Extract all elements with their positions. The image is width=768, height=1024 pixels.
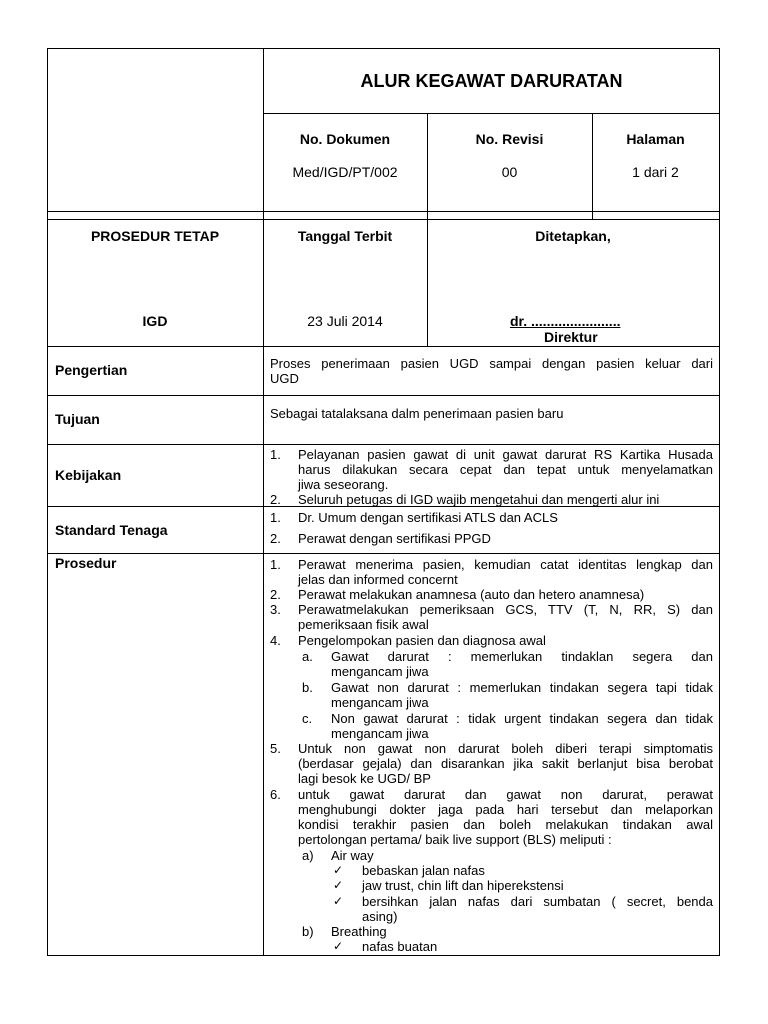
tanggal-terbit-value: 23 Juli 2014 (307, 313, 383, 329)
no-dokumen-label: No. Dokumen (299, 131, 391, 147)
unit-label: IGD (142, 313, 168, 329)
prosedur-item-number: 2. (270, 587, 281, 602)
pengertian-text-line-2: UGD (270, 371, 299, 386)
no-revisi-value: 00 (501, 164, 518, 180)
kebijakan-item-text: Seluruh petugas di IGD wajib mengetahui dan mengerti alur ini (298, 492, 660, 507)
prosedur-item-text: Perawat melakukan anamnesa (auto dan hetero anamnesa) (298, 587, 645, 602)
breathing-letter: b) (302, 924, 314, 939)
prosedur-tetap-label: PROSEDUR TETAP (90, 228, 220, 244)
table-border-top (47, 48, 720, 49)
prosedur-item-number: 1. (270, 557, 281, 572)
tujuan-label: Tujuan (55, 411, 100, 427)
prosedur-item-number: 6. (270, 787, 281, 802)
prosedur-item-number: 3. (270, 602, 281, 617)
prosedur-item-text: pertolongan pertama/ baik live support (BLS) meliputi : (298, 832, 612, 847)
check-icon: ✓ (333, 939, 344, 953)
prosedur-subitem-letter: a. (302, 649, 313, 664)
prosedur-subitem-letter: b. (302, 680, 313, 695)
document-title: ALUR KEGAWAT DARURATAN (360, 71, 623, 91)
pengertian-bottom-line (47, 395, 720, 396)
tujuan-bottom-line (47, 444, 720, 445)
prosedur-item-text: Perawat menerima pasien, kemudian catat identitas lengkap dan (298, 557, 713, 572)
airway-check-item: bebaskan jalan nafas (362, 863, 485, 878)
standard-tenaga-item-text: Dr. Umum dengan sertifikasi ATLS dan ACLS (298, 510, 558, 525)
halaman-label: Halaman (626, 131, 685, 147)
prosedur-item-number: 4. (270, 633, 281, 648)
column-divider-1 (263, 48, 264, 956)
kebijakan-item-number: 2. (270, 492, 281, 507)
kebijakan-item-text: harus dilakukan secara cepat dan tepat untuk menyelamatkan (298, 462, 713, 477)
standard-bottom-line (47, 553, 720, 554)
airway-check-item: asing) (362, 909, 398, 924)
airway-title: Air way (331, 848, 374, 863)
kebijakan-item-number: 1. (270, 447, 281, 462)
table-border-bottom (47, 955, 720, 956)
signer-title: Direktur (544, 329, 598, 345)
prosedur-item-text: Pengelompokan pasien dan diagnosa awal (298, 633, 546, 648)
prosedur-item-text: untuk gawat darurat dan gawat non darurat, perawat (298, 787, 713, 802)
ditetapkan-label: Ditetapkan, (535, 228, 611, 244)
prosedur-item-text: (berdasar gejala) dan disarankan jika sakit berlanjut bisa berobat (298, 756, 713, 771)
tujuan-text: Sebagai tatalaksana dalm penerimaan pasien baru (270, 406, 564, 421)
check-icon: ✓ (333, 894, 344, 908)
title-divider (263, 113, 720, 114)
header-double-line-1 (47, 211, 720, 212)
check-icon: ✓ (333, 863, 344, 877)
pengertian-label: Pengertian (55, 362, 128, 378)
prosedur-item-text: Perawatmelakukan pemeriksaan GCS, TTV (T, N, RR, S) dan (298, 602, 713, 617)
prosedur-item-text: Untuk non gawat non darurat boleh diberi terapi simptomatis (298, 741, 713, 756)
breathing-title: Breathing (331, 924, 387, 939)
kebijakan-item-text: jiwa seseorang. (298, 477, 389, 492)
prosedur-item-number: 5. (270, 741, 281, 756)
no-dokumen-value: Med/IGD/PT/002 (292, 164, 398, 180)
standard-tenaga-label: Standard Tenaga (55, 522, 168, 538)
prosedur-item-text: kondisi terakhir pasien dan boleh melakukan tindakan awal (298, 817, 713, 832)
airway-check-item: jaw trust, chin lift dan hiperekstensi (362, 878, 564, 893)
prosedur-subitem-text: mengancam jiwa (331, 695, 429, 710)
tanggal-terbit-label: Tanggal Terbit (297, 228, 393, 244)
prosedur-subitem-text: Gawat darurat : memerlukan tindaklan segera dan (331, 649, 713, 664)
kebijakan-label: Kebijakan (55, 467, 122, 483)
standard-tenaga-item-number: 1. (270, 510, 281, 525)
standard-tenaga-item-text: Perawat dengan sertifikasi PPGD (298, 531, 491, 546)
prosedur-subitem-text: mengancam jiwa (331, 664, 429, 679)
prosedur-item-text: jelas dan informed concernt (298, 572, 458, 587)
table-border-right (719, 48, 720, 956)
breathing-check-item: nafas buatan (362, 939, 438, 954)
prosedur-subitem-text: mengancam jiwa (331, 726, 429, 741)
halaman-value: 1 dari 2 (632, 164, 679, 180)
pengertian-text-line-1: Proses penerimaan pasien UGD sampai dengan pasien keluar dari (270, 356, 713, 371)
prosedur-subitem-text: Non gawat darurat : tidak urgent tindakan segera dan tidak (331, 711, 713, 726)
signer-name: dr. ....................... (510, 313, 621, 329)
kebijakan-item-text: Pelayanan pasien gawat di unit gawat darurat RS Kartika Husada (298, 447, 713, 462)
meta-bottom-line (47, 346, 720, 347)
prosedur-item-text: menghubungi dokter jaga pada hari tersebut dan melaporkan (298, 802, 713, 817)
airway-check-item: bersihkan jalan nafas dari sumbatan ( secret, benda (362, 894, 713, 909)
no-revisi-label: No. Revisi (475, 131, 544, 147)
prosedur-subitem-letter: c. (302, 711, 313, 726)
prosedur-subitem-text: Gawat non darurat : memerlukan tindakan segera tapi tidak (331, 680, 713, 695)
header-double-line-2 (47, 219, 720, 220)
airway-letter: a) (302, 848, 314, 863)
prosedur-label: Prosedur (55, 555, 117, 571)
table-border-left (47, 48, 48, 956)
prosedur-item-text: lagi besok ke UGD/ BP (298, 771, 431, 786)
standard-tenaga-item-number: 2. (270, 531, 281, 546)
check-icon: ✓ (333, 878, 344, 892)
prosedur-item-text: pemeriksaan fisik awal (298, 617, 429, 632)
